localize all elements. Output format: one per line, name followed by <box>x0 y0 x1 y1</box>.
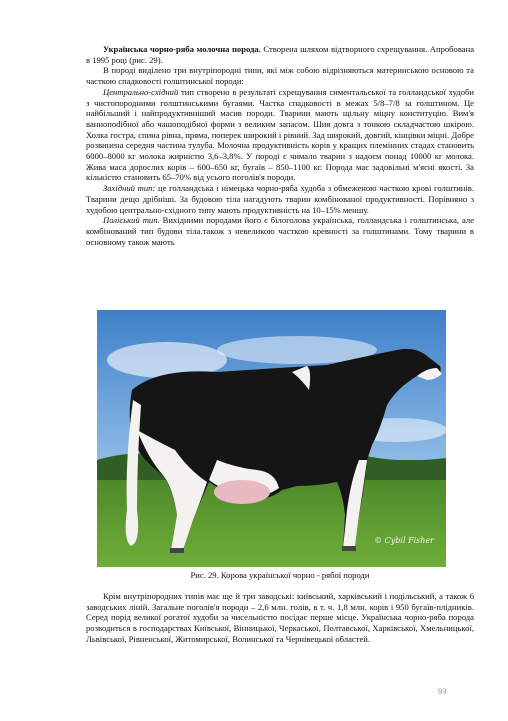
cow-photo <box>97 310 446 567</box>
paragraph-5 <box>86 215 474 247</box>
type-lead: Поліський тип. <box>103 215 160 226</box>
body-text-top <box>86 44 474 247</box>
figure-caption: Рис. 29. Корова української чорно - рябої породи <box>190 570 370 580</box>
paragraph-text: Крім внутріпородних типів має ще й три заводські: київський, харківський і подільський, а також 6 заводських ліній. Загальне поголів'я породи – 2,6 млн. голів, в т. ч. 1,8 млн. корів і 950 бугаїв-плідників. Серед порід великої рогатої худоби за чисельністю посідає перше місце. Українська чорно-ряба порода розводиться в господарствах Київської, Вінницької, Черкаської, Полтавської, Харківської, Хмельницької, Львівської, Рівненської, Житомирської, Волинської та Чернівецької областей. <box>86 591 474 644</box>
paragraph-text: тип створено в результаті схрещування симентальської та голландської худоби з чистопородними голштинськими бугаями. Частка спадковості в межах 5/8–7/8 за голштином. Це найбільший і найпродуктивніший масив породи. Тварини мають щільну міцну конституцію. Вим'я ваннопodібної або чашоподібної форми з великим запасом. Шия довга з тонкою складчастою шкірою. Холка гостра, спина рівна, пряма, поперек широкий і рівний. Зад широкий, довгий, кінцівки міцні. Добре розвинена середня частина тулуба. Молочна продуктивність корів у кращих племінних стадах становить 6000–8000 кг молока жирністю 3,6–3,8%. У породі є чимало тварин з надоєм понад 10000 кг молока. Жива маса дорослих корів – 600–650 кг, бугаїв – 850–1100 кг. Порода має задовільні м'ясні якості. За кількістю становить 65–70% від усього поголів'я породи. <box>86 86 474 183</box>
type-lead: Центрально-східний <box>103 86 179 97</box>
type-lead: Західний тип: <box>103 183 156 194</box>
body-text-bottom <box>86 591 474 645</box>
paragraph-text: Вихідними породами його є білоголова українська, голландська і голштинська, але комбінований тип будови тіла.також з невеликою часткою кревності за голштинами. Тому тварини в основному також мають <box>86 215 475 247</box>
paragraph-text: це голландська і німецька чорно-ряба худоба з обмеженою часткою крові голштинів. Тварини дещо дрібніші. За будовою тіла нагадують тварин комбінованої продуктивності. Порівняно з худобою центрально-східного типу мають продуктивність на 10–15% меншу. <box>86 183 474 215</box>
cow-illustration <box>97 310 446 567</box>
page-number: 93 <box>438 686 447 696</box>
breed-title: Українська чорно-ряба молочна порода. <box>103 44 261 54</box>
paragraph-1 <box>86 44 474 65</box>
paragraph-text: В породі виділено три внутріпородні типи, які між собою відрізняються материнською основою та часткою спадковості голштинської породи: <box>86 65 474 87</box>
paragraph-4 <box>86 183 474 215</box>
paragraph-2 <box>86 65 474 86</box>
paragraph-6 <box>86 591 474 645</box>
photo-watermark: © Cybil Fisher <box>374 536 434 545</box>
paragraph-text: Створена шляхом відтворного схрещування. Апробована в 1995 році (рис. 29). <box>86 44 475 65</box>
paragraph-3 <box>86 87 474 183</box>
